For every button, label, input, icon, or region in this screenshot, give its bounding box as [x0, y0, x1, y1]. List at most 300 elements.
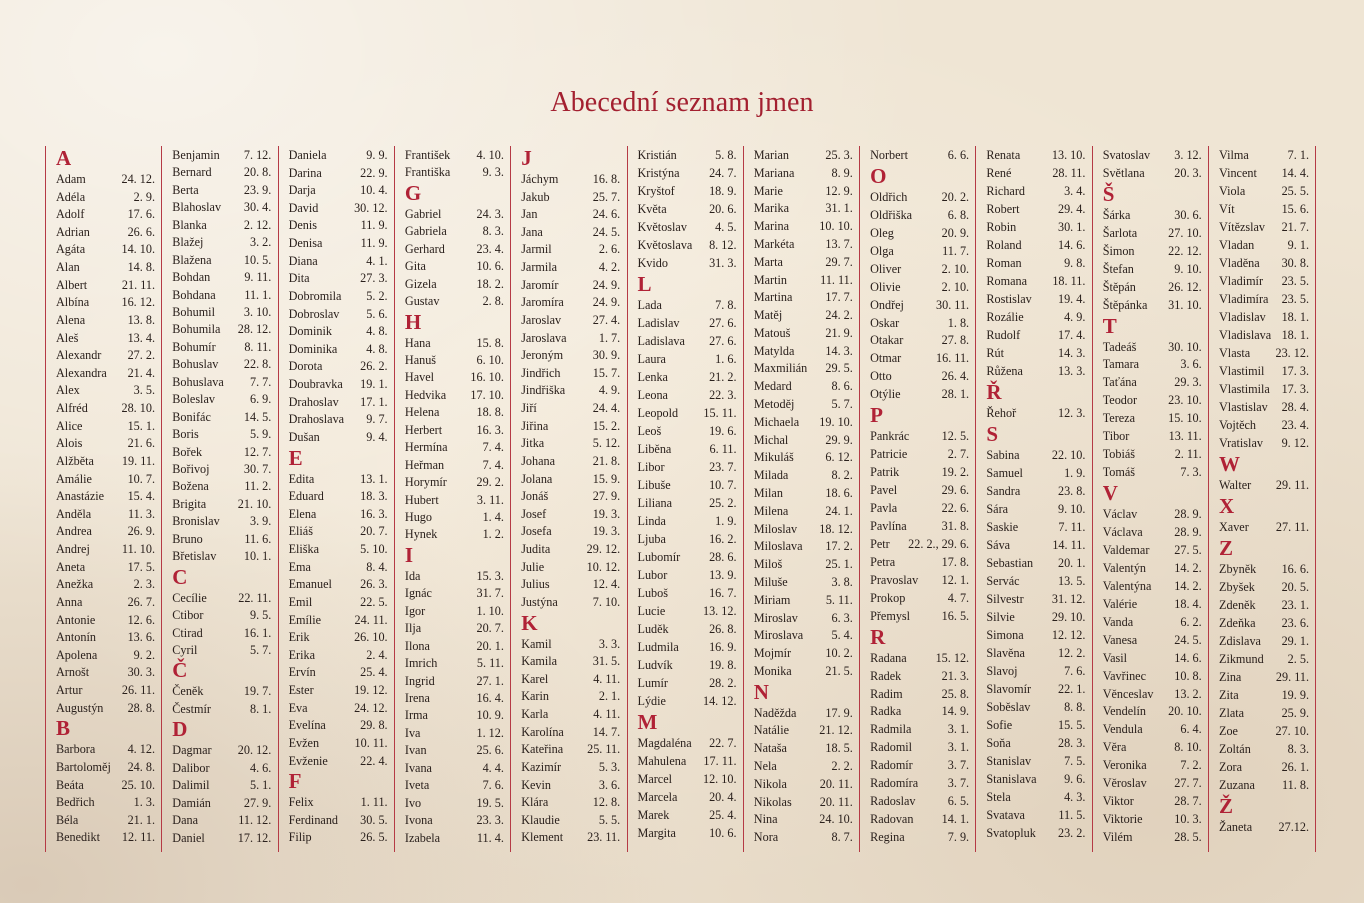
name-entry	[1103, 427, 1202, 445]
name: Marta	[753, 254, 783, 269]
name-entry	[986, 500, 1085, 518]
name-entry	[986, 626, 1085, 644]
name-day-date: 13. 9.	[709, 568, 737, 582]
name: Béla	[56, 812, 79, 827]
name: Aneta	[56, 559, 86, 574]
name: Blažej	[172, 235, 204, 250]
name-entry	[289, 593, 388, 611]
name-day-date: 15. 1.	[127, 418, 155, 433]
name: Monika	[753, 663, 792, 678]
name-entry	[754, 271, 853, 289]
name-entry	[754, 537, 853, 555]
name: Markéta	[753, 236, 795, 251]
name: Hana	[404, 335, 431, 350]
name-entry	[289, 793, 388, 811]
name-day-date: 10. 9.	[476, 708, 504, 723]
name: Tomáš	[1102, 465, 1136, 480]
name-entry	[172, 408, 271, 426]
name: Kazimír	[521, 759, 562, 774]
name: Simona	[986, 628, 1024, 642]
name: Daniela	[288, 148, 327, 162]
name: Jarmil	[521, 242, 552, 257]
name: Viktor	[1102, 794, 1134, 809]
name-entry	[405, 275, 504, 293]
name-day-date: 27. 9.	[243, 795, 272, 810]
name: David	[288, 200, 319, 215]
name-entry	[1103, 373, 1202, 391]
name: Patrik	[870, 465, 900, 480]
name-day-date: 4. 3.	[1064, 790, 1086, 804]
name: Klára	[521, 795, 549, 810]
name-day-date: 11. 12.	[238, 813, 272, 828]
name: Adolf	[56, 207, 85, 222]
name-day-date: 5. 7.	[831, 397, 853, 412]
name-day-date: 15. 10.	[1168, 411, 1202, 426]
name-day-date: 12. 11.	[121, 830, 155, 845]
name-entry	[1219, 650, 1309, 668]
name-entry	[638, 476, 737, 494]
name-day-date: 31. 5.	[592, 654, 621, 669]
name-entry	[405, 292, 504, 310]
name: Alice	[56, 418, 83, 433]
name-entry	[289, 410, 388, 428]
name-entry	[172, 741, 271, 759]
name-day-date: 18. 11.	[1052, 274, 1086, 288]
name-entry	[289, 522, 388, 540]
name-entry	[172, 268, 271, 286]
name-day-date: 18. 5.	[825, 741, 853, 756]
name: Zbyněk	[1219, 562, 1257, 576]
name-day-date: 22. 12.	[1168, 243, 1202, 258]
name: Zlata	[1219, 706, 1245, 720]
name: Václava	[1102, 525, 1143, 540]
name: Vincent	[1219, 166, 1257, 180]
name-entry	[638, 332, 737, 350]
name-column	[278, 146, 394, 852]
name: Ivo	[404, 795, 422, 810]
name-entry	[754, 721, 853, 739]
name-day-date: 16. 1.	[243, 625, 272, 640]
name: Eduard	[288, 489, 324, 504]
name-day-date: 24. 12.	[121, 172, 155, 186]
name-day-date: 29. 3.	[1174, 375, 1202, 390]
name-entry	[405, 508, 504, 526]
name: Alfréd	[56, 401, 88, 416]
name-entry	[289, 505, 388, 523]
name-entry	[870, 571, 969, 589]
name-day-date: 28. 8.	[127, 700, 155, 715]
name-entry	[1103, 810, 1202, 828]
name-day-date: 6. 11.	[709, 442, 737, 456]
name-day-date: 14. 3.	[1057, 346, 1086, 360]
name: Jáchym	[521, 172, 559, 186]
name: Ferdinand	[288, 812, 339, 827]
name-entry	[638, 200, 737, 218]
name: Jana	[521, 224, 543, 239]
name-entry	[521, 240, 620, 258]
name-entry	[289, 357, 388, 375]
name-entry	[1219, 272, 1309, 290]
name-entry	[56, 470, 155, 488]
name-day-date: 22. 9.	[360, 165, 388, 180]
name: Herbert	[404, 422, 443, 437]
name: Řehoř	[986, 406, 1017, 420]
name-entry	[754, 626, 853, 644]
name-entry	[172, 216, 271, 234]
name-entry	[870, 607, 969, 625]
name-day-date: 4. 1.	[366, 253, 388, 268]
name: Roland	[986, 238, 1022, 252]
name-entry	[754, 146, 853, 164]
name: Milena	[753, 503, 789, 518]
name: Sáva	[986, 538, 1011, 552]
name-day-date: 7. 12.	[243, 148, 272, 162]
name: Vendelín	[1102, 704, 1147, 719]
name-day-date: 17. 12.	[237, 830, 272, 845]
name-day-date: 30. 1.	[1057, 220, 1086, 234]
name-entry	[754, 466, 853, 484]
name: Benjamin	[172, 148, 220, 162]
name-entry	[172, 443, 271, 461]
name-entry	[521, 487, 620, 505]
name: Diana	[288, 253, 318, 268]
letter-heading: N	[753, 679, 769, 704]
name-day-date: 5. 4.	[831, 628, 853, 643]
name-column	[627, 146, 743, 852]
name-day-date: 31. 8.	[941, 518, 970, 533]
name-entry	[1219, 560, 1309, 578]
letter-heading: H	[404, 309, 422, 334]
name: Květoslava	[637, 238, 693, 252]
name-entry	[521, 575, 620, 593]
name-day-date: 7. 6.	[482, 778, 504, 793]
name-entry	[1219, 704, 1309, 722]
name-entry	[1103, 613, 1202, 631]
name: Radomil	[870, 740, 913, 755]
name: Martin	[753, 272, 787, 287]
name-entry	[870, 481, 969, 499]
name-day-date: 6. 8.	[947, 207, 970, 222]
name: Cyril	[172, 643, 198, 657]
name-entry	[405, 619, 504, 637]
name-day-date: 11. 4.	[476, 830, 504, 845]
name-day-date: 25. 5.	[1281, 184, 1309, 198]
name: Kvido	[637, 256, 668, 270]
name-entry	[289, 540, 388, 558]
name: Teodor	[1102, 393, 1138, 408]
name-day-date: 2. 3.	[133, 577, 155, 592]
name-day-date: 13. 8.	[127, 312, 155, 327]
name-entry	[289, 287, 388, 305]
name: Miloš	[753, 557, 783, 572]
name-entry	[56, 293, 155, 311]
name: Přemysl	[870, 608, 911, 623]
name-day-date: 19. 12.	[354, 683, 388, 698]
name-entry	[1103, 445, 1202, 463]
name: Nikola	[753, 776, 787, 791]
name: Pavla	[870, 501, 898, 516]
name: Julius	[521, 577, 550, 592]
letter-heading: T	[1102, 313, 1117, 338]
name: Daniel	[172, 830, 205, 845]
name-day-date: 24. 6.	[592, 207, 621, 222]
name-day-date: 14. 7.	[592, 724, 621, 739]
name-day-date: 14. 10.	[121, 242, 155, 257]
name: Cecílie	[172, 590, 207, 605]
name-day-date: 13. 4.	[127, 330, 155, 345]
name-entry	[1103, 523, 1202, 541]
letter-heading: Č	[172, 658, 188, 683]
name: Dana	[172, 813, 199, 828]
name-day-date: 25. 6.	[476, 743, 504, 758]
name: Patricie	[870, 447, 908, 462]
name-entry	[986, 644, 1085, 662]
name-entry	[870, 349, 969, 367]
name-entry	[1219, 722, 1309, 740]
name-day-date: 19. 10.	[819, 414, 853, 429]
name-day-date: 10. 10.	[819, 219, 853, 234]
name-day-date: 16. 10.	[470, 370, 504, 385]
name-day-date: 30. 8.	[1281, 256, 1309, 270]
name: Brigita	[172, 496, 207, 511]
name: Radomír	[870, 758, 913, 773]
name-entry	[521, 258, 620, 276]
name-day-date: 31. 7.	[476, 586, 504, 601]
name-entry	[405, 368, 504, 386]
name-day-date: 1. 10.	[476, 603, 504, 618]
name: Olivie	[870, 279, 901, 294]
name-day-date: 2. 9.	[133, 189, 155, 204]
name: Amálie	[56, 471, 92, 486]
name-day-date: 21. 1.	[127, 812, 155, 827]
name: Sofie	[986, 718, 1013, 732]
name: Stanislava	[986, 772, 1037, 786]
name-day-date: 10. 4.	[360, 183, 388, 198]
name: Šárka	[1102, 207, 1131, 222]
name-entry	[870, 331, 969, 349]
name-day-date: 13. 6.	[127, 630, 155, 645]
name-entry	[289, 734, 388, 752]
name-day-date: 1. 12.	[476, 725, 504, 740]
name-day-date: 4. 2.	[598, 260, 621, 275]
name: Irma	[404, 708, 428, 723]
name-entry	[56, 828, 155, 846]
name: Rostislav	[986, 292, 1032, 306]
name-entry	[521, 364, 620, 382]
name-entry	[521, 434, 620, 452]
name-entry	[1219, 434, 1309, 452]
letter-heading: Ř	[986, 380, 1002, 404]
name-entry	[521, 276, 620, 294]
name: Otmar	[870, 351, 902, 366]
name-entry	[521, 828, 620, 846]
name-entry	[638, 164, 737, 182]
name-entry	[56, 170, 155, 188]
name-entry	[172, 641, 271, 659]
name-entry	[405, 689, 504, 707]
name-day-date: 10. 7.	[127, 471, 155, 486]
name: Emílie	[288, 612, 322, 627]
name-entry	[1103, 649, 1202, 667]
name-day-date: 17. 7.	[825, 290, 853, 305]
name: Lenka	[637, 370, 668, 384]
name-day-date: 7. 10.	[592, 594, 621, 609]
name: Marina	[753, 219, 789, 234]
name-entry	[405, 205, 504, 223]
name: Bartoloměj	[56, 759, 111, 774]
name-day-date: 16. 12.	[121, 295, 155, 310]
name-day-date: 14. 2.	[1174, 578, 1202, 593]
name-entry	[870, 720, 969, 738]
name-column	[1092, 146, 1208, 852]
name-entry	[986, 272, 1085, 290]
name-entry	[405, 567, 504, 585]
name: Matouš	[753, 325, 791, 340]
name-entry	[521, 793, 620, 811]
name-entry	[289, 199, 388, 217]
name: Antonín	[56, 630, 96, 645]
name: Věra	[1102, 740, 1127, 755]
name-entry	[405, 473, 504, 491]
name-day-date: 12. 12.	[1051, 628, 1086, 642]
name-day-date: 27. 6.	[709, 334, 737, 348]
name-day-date: 20. 8.	[243, 165, 272, 180]
name-day-date: 13. 10.	[1051, 148, 1086, 162]
name-day-date: 5. 1.	[249, 778, 272, 793]
name: Blanka	[172, 217, 207, 232]
name: Zdislava	[1219, 634, 1261, 648]
letter-heading: S	[986, 422, 999, 446]
name-entry	[638, 584, 737, 602]
name-day-date: 30. 10.	[1168, 339, 1202, 354]
name-entry	[754, 520, 853, 538]
name-day-date: 30. 11.	[936, 297, 970, 312]
name-entry	[521, 522, 620, 540]
name-day-date: 26. 7.	[127, 594, 155, 609]
name-day-date: 2. 4.	[366, 647, 388, 662]
name: Stanislav	[986, 754, 1032, 768]
name-day-date: 29. 2.	[476, 475, 504, 490]
name: Bohdana	[172, 287, 216, 302]
name-entry	[405, 602, 504, 620]
name-entry	[870, 146, 969, 164]
name-entry	[289, 146, 388, 164]
name-day-date: 18. 1.	[1281, 328, 1309, 342]
name: Gita	[404, 259, 426, 274]
name-day-date: 4. 5.	[715, 220, 737, 234]
name: Norbert	[870, 148, 908, 162]
name: Oliver	[870, 261, 902, 276]
name: Jolana	[521, 471, 553, 486]
name: Bonifác	[172, 409, 211, 424]
name: Vladan	[1219, 238, 1255, 252]
name: Nora	[753, 830, 779, 845]
name: Vít	[1219, 202, 1235, 216]
name-day-date: 24. 12.	[354, 700, 388, 715]
name-entry	[1219, 518, 1309, 536]
name-day-date: 24. 9.	[592, 295, 621, 310]
name-day-date: 30. 5.	[360, 812, 388, 827]
name-day-date: 24. 5.	[1174, 632, 1202, 647]
name-entry	[172, 286, 271, 304]
name-day-date: 20. 12.	[237, 743, 272, 758]
name: Lumír	[637, 676, 668, 690]
name: Silvie	[986, 610, 1015, 624]
name-day-date: 8. 1.	[249, 701, 272, 716]
name: Zina	[1219, 670, 1242, 684]
name-entry	[56, 793, 155, 811]
name-day-date: 14. 11.	[1052, 538, 1086, 552]
name: Věnceslav	[1102, 686, 1154, 701]
name-day-date: 10. 6.	[709, 826, 737, 840]
name-day-date: 19. 9.	[1281, 688, 1309, 702]
name-entry	[56, 758, 155, 776]
name: Jan	[521, 207, 538, 222]
name-day-date: 11. 2.	[244, 479, 272, 494]
name-entry	[638, 734, 737, 752]
name-day-date: 21. 12.	[819, 723, 853, 738]
name: Bořek	[172, 444, 203, 459]
name-column	[859, 146, 975, 852]
name-entry	[172, 829, 271, 847]
name-entry	[289, 340, 388, 358]
name-entry	[754, 662, 853, 680]
name-entry	[870, 553, 969, 571]
name: Artur	[56, 683, 83, 698]
name-day-date: 28. 11.	[1052, 166, 1086, 180]
name-day-date: 28. 5.	[1174, 830, 1202, 845]
name: Světlana	[1102, 165, 1145, 180]
name-day-date: 21. 4.	[127, 365, 155, 380]
name-day-date: 15. 2.	[592, 418, 621, 433]
name: Jonáš	[521, 489, 549, 504]
name-day-date: 5. 11.	[825, 592, 853, 607]
name: Nataša	[753, 741, 787, 756]
name-entry	[870, 260, 969, 278]
name: Magdaléna	[637, 736, 692, 750]
name-entry	[405, 240, 504, 258]
name: Iveta	[404, 778, 430, 793]
name-day-date: 5. 10.	[360, 542, 388, 557]
name: Bořivoj	[172, 462, 210, 476]
name-entry	[172, 477, 271, 495]
name: Radim	[870, 686, 903, 701]
name-day-date: 16. 2.	[709, 532, 737, 546]
name-entry	[289, 699, 388, 717]
name-entry	[172, 251, 271, 269]
name-day-date: 5. 5.	[598, 812, 621, 827]
name: Natálie	[753, 723, 789, 738]
name: Ignác	[404, 586, 432, 601]
name-entry	[870, 828, 969, 846]
name-day-date: 28. 3.	[1057, 736, 1086, 750]
name-day-date: 3. 12.	[1174, 148, 1202, 162]
name: Doubravka	[288, 377, 343, 392]
name: Miriam	[753, 592, 791, 607]
name-day-date: 26. 10.	[354, 630, 388, 645]
name: Bohdan	[172, 270, 211, 285]
name-entry	[405, 829, 504, 847]
name-entry	[405, 334, 504, 352]
name-entry	[638, 386, 737, 404]
name-entry	[289, 611, 388, 629]
name-entry	[405, 724, 504, 742]
letter-heading: E	[288, 445, 303, 470]
name: Zita	[1219, 688, 1239, 702]
name: Vladěna	[1219, 256, 1260, 270]
name-entry	[986, 146, 1085, 164]
name: Hedvika	[404, 387, 447, 402]
